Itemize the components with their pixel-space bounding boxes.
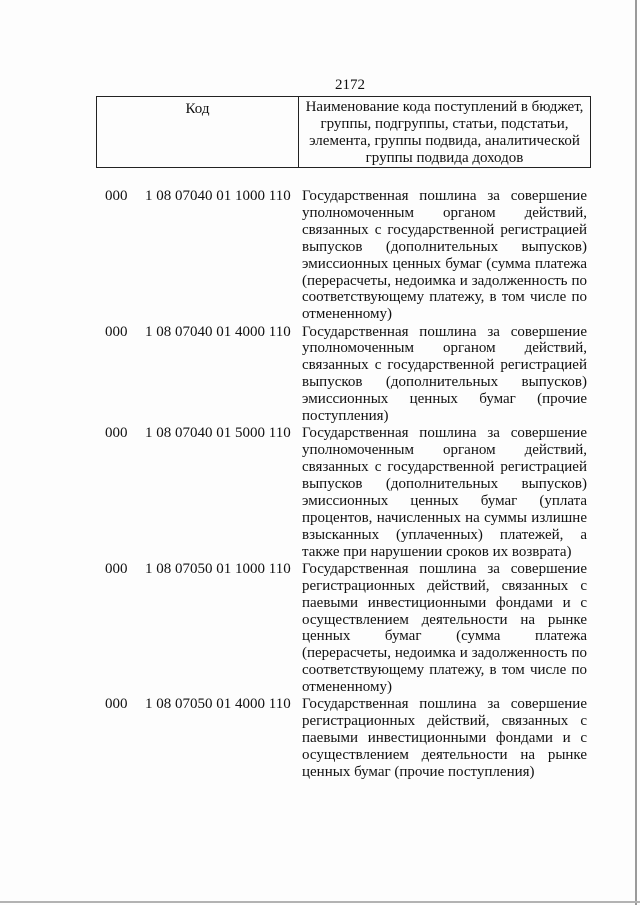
table-row	[0, 696, 640, 781]
row-revenue-code: 1 08 07040 01 5000 110	[145, 425, 291, 442]
row-revenue-code: 1 08 07040 01 4000 110	[145, 323, 291, 340]
row-admin-code: 000	[105, 696, 128, 713]
row-admin-code: 000	[105, 188, 128, 204]
row-revenue-code: 1 08 07050 01 1000 110	[145, 560, 291, 577]
row-revenue-name: Государственная пошлина за совершение регистрационных действий, связанных с паевыми инвестиционными фондами и с осуществлением деятельности на рынке ценных бумаг (прочие поступления)	[302, 696, 587, 780]
table-row	[0, 324, 640, 425]
table-header	[96, 96, 591, 168]
row-revenue-name: Государственная пошлина за совершение уполномоченным органом действий, связанных с государственной регистрацией выпусков (дополнительных выпусков) эмиссионных ценных бумаг (уплата процентов, начисленных на суммы излишне взысканных (уплаченных) платежей, а также при нарушении сроков их возврата)	[302, 425, 587, 560]
table-row	[0, 561, 640, 696]
row-admin-code: 000	[105, 323, 128, 340]
row-admin-code: 000	[105, 425, 128, 442]
row-revenue-code: 1 08 07050 01 4000 110	[145, 696, 291, 713]
row-admin-code: 000	[105, 560, 128, 577]
header-code-cell: Код	[97, 97, 299, 167]
row-revenue-name: Государственная пошлина за совершение уполномоченным органом действий, связанных с государственной регистрацией выпусков (дополнительных выпусков) эмиссионных ценных бумаг (сумма платежа (перерасчеты, недоимка и задолженность по соответствующему платежу, в том числе по отмененному)	[302, 188, 587, 323]
table-row	[0, 188, 640, 323]
scan-edge-right	[635, 0, 637, 905]
page-number: 2172	[335, 77, 365, 93]
row-revenue-name: Государственная пошлина за совершение регистрационных действий, связанных с паевыми инвестиционными фондами и с осуществлением деятельности на рынке ценных бумаг (сумма платежа (перерасчеты, недоимка и задолженность по соответствующему платежу, в том числе по отмененному)	[302, 560, 587, 696]
row-revenue-name: Государственная пошлина за совершение уполномоченным органом действий, связанных с государственной регистрацией выпусков (дополнительных выпусков) эмиссионных ценных бумаг (прочие поступления)	[302, 323, 587, 425]
table-body	[0, 188, 640, 781]
header-name-cell: Наименование кода поступлений в бюджет, группы, подгруппы, статьи, подстатьи, элемента, группы подвида, аналитической группы подвида доходов	[305, 99, 584, 166]
row-revenue-code: 1 08 07040 01 1000 110	[145, 188, 291, 204]
table-row	[0, 425, 640, 560]
scan-edge-bottom	[0, 901, 640, 903]
